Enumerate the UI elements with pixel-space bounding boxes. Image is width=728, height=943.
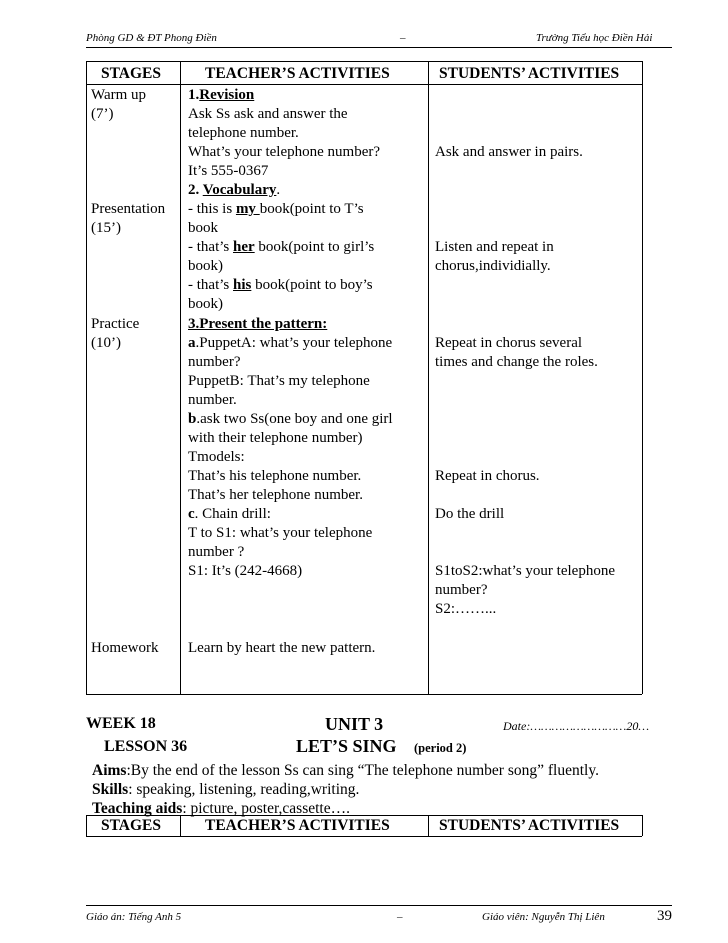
student-line-3: chorus,individially. [435,258,551,274]
table-col-divider-2 [428,61,429,694]
step-letter-b: b [188,411,197,427]
aims-text: :By the end of the lesson Ss can sing “The telephone number song” fluently. [126,762,599,779]
table2-header-students: STUDENTS’ ACTIVITIES [439,817,620,834]
teacher-line-revision [188,86,254,105]
table-border-top [86,61,642,62]
stage-warmup-time: (7’) [91,106,114,122]
student-line-1: Ask and answer in pairs. [435,144,583,160]
keyword-my: my [235,201,260,217]
table2-header-stages: STAGES [101,817,162,834]
aims-label: Aims [92,762,127,779]
table-header-divider [86,84,642,85]
teacher-line-11 [188,276,373,295]
vocabulary-title: Vocabulary [202,182,277,198]
student-line-9: number? [435,582,488,598]
lesson-title: LET’S SING [296,736,397,756]
table-border-bottom [86,694,642,695]
teacher-line-20: Tmodels: [188,449,245,465]
skills-text: : speaking, listening, reading,writing. [128,781,360,798]
revision-title: Revision [199,87,255,103]
teacher-line-16: PuppetB: That’s my telephone [188,373,370,389]
text-fragment: .ask two Ss(one boy and one girl [196,411,393,427]
table2-border-left [86,815,87,836]
text-fragment: - this is [188,201,236,217]
lesson-period: (period 2) [414,741,467,755]
table2-col-divider-2 [428,815,429,836]
teacher-line-vocabulary [188,181,280,200]
text-fragment: .PuppetA: what’s your telephone [195,335,393,351]
text-fragment: . Chain drill: [194,506,271,522]
footer-teacher: Giáo viên: Nguyễn Thị Liên [482,911,605,923]
teacher-line-19: with their telephone number) [188,430,363,446]
table2-col-divider-1 [180,815,181,836]
table2-border-bottom [86,836,642,837]
aims-line [92,761,599,780]
teacher-line-5: It’s 555-0367 [188,163,269,179]
stage-practice: Practice [91,316,140,332]
week-label: WEEK 18 [86,715,156,732]
col-header-teacher: TEACHER’S ACTIVITIES [205,65,390,82]
keyword-his: his [233,277,252,293]
stage-presentation-time: (15’) [91,220,121,236]
footer-rule [86,905,672,906]
table-border-left [86,61,87,694]
revision-number: 1. [188,87,200,103]
skills-line [92,780,359,799]
teacher-line-homework: Learn by heart the new pattern. [188,640,376,656]
unit-label: UNIT 3 [325,714,384,734]
teacher-line-8: book [188,220,218,236]
lesson-number: LESSON 36 [104,738,188,755]
teacher-line-9 [188,238,374,257]
teacher-line-25: number ? [188,544,245,560]
teacher-line-12: book) [188,296,223,312]
teacher-line-24: T to S1: what’s your telephone [188,525,373,541]
stage-presentation: Presentation [91,201,166,217]
student-line-6: Repeat in chorus. [435,468,540,484]
stage-warmup: Warm up [91,87,147,103]
teaching-aids-text: : picture, poster,cassette…. [182,800,350,817]
teacher-line-23 [188,505,271,524]
teacher-line-14 [188,334,392,353]
step-letter-c: c [188,506,195,522]
vocabulary-number: 2. [188,182,203,198]
student-line-2: Listen and repeat in [435,239,554,255]
header-school-name: Trường Tiểu học Điền Hải [536,32,653,44]
teacher-line-26: S1: It’s (242-4668) [188,563,303,579]
stage-practice-time: (10’) [91,335,121,351]
teacher-line-17: number. [188,392,237,408]
text-fragment: book(point to boy’s [251,277,373,293]
stage-homework: Homework [91,640,159,656]
teacher-line-18 [188,410,393,429]
teacher-line-21: That’s his telephone number. [188,468,362,484]
teacher-line-2: Ask Ss ask and answer the [188,106,348,122]
text-fragment: book(point to girl’s [254,239,375,255]
skills-label: Skills [92,781,129,798]
page-number: 39 [657,908,672,924]
table-col-divider-1 [180,61,181,694]
text-fragment: - that’s [188,277,233,293]
header-school-office: Phòng GD & ĐT Phong Điền [86,32,217,44]
date-field: Date:………………………20… [503,719,650,733]
header-rule [86,47,672,48]
vocabulary-period: . [276,182,281,198]
footer-separator: – [397,911,403,923]
table-border-right [642,61,643,694]
footer-subject: Giáo án: Tiếng Anh 5 [86,911,182,923]
col-header-students: STUDENTS’ ACTIVITIES [439,65,620,82]
teaching-aids-label: Teaching aids [92,800,183,817]
text-fragment: - that’s [188,239,233,255]
text-fragment: book(point to T’s [259,201,364,217]
teacher-line-4: What’s your telephone number? [188,144,381,160]
teacher-line-3: telephone number. [188,125,299,141]
header-separator: – [400,32,406,44]
student-line-5: times and change the roles. [435,354,598,370]
student-line-10: S2:……... [435,601,497,617]
student-line-4: Repeat in chorus several [435,335,583,351]
student-line-8: S1toS2:what’s your telephone [435,563,615,579]
keyword-her: her [233,239,255,255]
col-header-stages: STAGES [101,65,162,82]
step-letter-a: a [188,335,196,351]
teacher-line-15: number? [188,354,241,370]
student-line-7: Do the drill [435,506,505,522]
teacher-line-10: book) [188,258,223,274]
table2-header-teacher: TEACHER’S ACTIVITIES [205,817,390,834]
teacher-line-22: That’s her telephone number. [188,487,363,503]
table2-border-right [642,815,643,836]
teacher-line-present-pattern: 3.Present the pattern: [188,316,328,332]
teacher-line-7 [188,200,364,219]
